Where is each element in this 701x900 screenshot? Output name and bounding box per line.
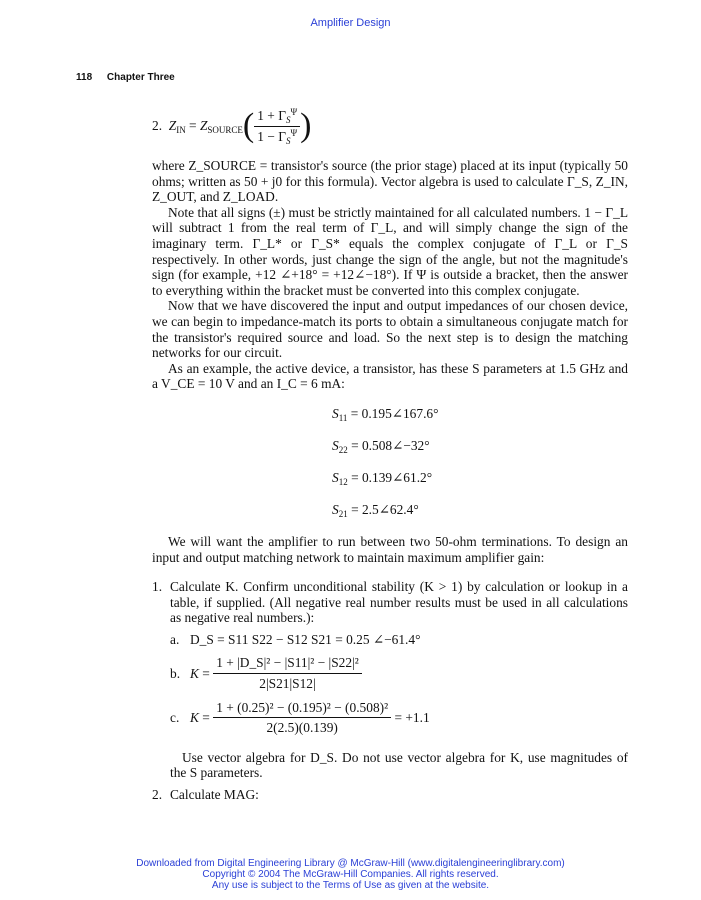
s-parameter-list <box>152 398 628 526</box>
chapter-title: Chapter Three <box>106 72 175 83</box>
page-banner: Amplifier Design <box>310 17 391 29</box>
paragraph-example: As an example, the active device, a transistor, has these S parameters at 1.5 GHz and a V_CE = 10 V and an I_C = 6 mA: <box>152 360 628 392</box>
page-number: 118 <box>76 72 93 83</box>
running-head <box>76 72 187 83</box>
paragraph-impedance-match: Now that we have discovered the input and output impedances of our chosen device, we can begin to impedance-match its ports to obtain a simultaneous conjugate match for the transistor's required source and load. So the next step is to design the matching networks for our circuit. <box>152 298 628 361</box>
step-1a-equation: D_S = S11 S22 − S12 S21 = 0.25 ∠−61.4° <box>190 631 421 647</box>
s-param-s11: $S_{11}$ = 0.195∠167.6° <box>332 405 439 423</box>
s-param-s22: $S_{22}$ = 0.508∠−32° <box>332 437 430 455</box>
footer-download-link[interactable]: Downloaded from Digital Engineering Library @ McGraw-Hill (www.digitalengineeringlibrary.com) <box>136 858 565 869</box>
step-1-text: Calculate K. Confirm unconditional stability (K > 1) by calculation or lookup in a table, if supplied. (All negative real number results must be used in all calculations as negative real numbers.): <box>170 579 628 626</box>
step-1: 1. Calculate K. Confirm unconditional stability (K > 1) by calculation or lookup in a table, if supplied. (All negative real number results must be used in all calculations as negative real numbers.): <box>152 579 628 626</box>
footer-copyright: Copyright © 2004 The McGraw-Hill Companies. All rights reserved. <box>202 869 499 880</box>
step-2-text: Calculate MAG: <box>170 787 259 803</box>
z-in-fraction: $\frac{1 + \Gamma_S^\Psi}{1 - \Gamma_S^\Psi}$ <box>254 108 300 144</box>
paragraph-terminations: We will want the amplifier to run between two 50-ohm terminations. To design an input and output matching network to maintain maximum amplifier gain: <box>152 533 628 565</box>
footer-notice <box>0 858 701 891</box>
equation-z-in: 2. $Z_{IN} = Z_{SOURCE}$ ( $\frac{1 + \Gamma_S^\Psi}{1 - \Gamma_S^\Psi}$ ) <box>152 106 312 146</box>
s-param-s12: $S_{12}$ = 0.139∠61.2° <box>332 469 433 487</box>
step-2: 2. Calculate MAG: <box>152 787 628 803</box>
s-param-s21: $S_{21}$ = 2.5∠62.4° <box>332 501 419 519</box>
paragraph-where-zsource: where Z_SOURCE = transistor's source (the prior stage) placed at its input (typically 50 ohms; written as 50 + j0 for this formula). Vector algebra is used to calculate Γ_S, Z_IN, Z_OUT, and Z_LOAD. <box>152 158 628 205</box>
k-value-fraction: $\frac{\text{1 + (0.25)² − (0.195)² − (0.508)²}}{2(2.5)(0.139)}$ <box>213 700 391 736</box>
step-1c: c. K = $\frac{\text{1 + (0.25)² − (0.195)² − (0.508)²}}{2(2.5)(0.139)}$ = +1.1 <box>170 699 430 736</box>
body-text <box>152 100 628 803</box>
k-result: = +1.1 <box>394 709 430 725</box>
footer-terms[interactable]: Any use is subject to the Terms of Use as given at the website. <box>211 880 490 891</box>
equation-number: 2. <box>152 118 163 134</box>
step-1-note: Use vector algebra for D_S. Do not use vector algebra for K, use magnitudes of the S parameters. <box>170 749 628 781</box>
step-1a: a. D_S = S11 S22 − S12 S21 = 0.25 ∠−61.4° <box>170 631 421 647</box>
step-1b: b. K = $\frac{\text{1 + |D\_S|² − |S11|² − |S22|²}}{2|S21|S12|}$ <box>170 655 628 691</box>
paragraph-signs: Note that all signs (±) must be strictly maintained for all calculated numbers. 1 − Γ_L will subtract 1 from the real term of Γ_L, and will simply change the sign of the imaginary term. Γ_L* or Γ_S* equals the complex conjugate of Γ_L or Γ_S respectively. In other words, just change the sign of the angle, but not the magnitude's sign (for example, +12 ∠+18° = +12∠−18°). If Ψ is outside a bracket, then the answer to everything within the bracket must be converted into this complex conjugate. <box>152 204 628 298</box>
k-formula-fraction: $\frac{\text{1 + |D\_S|² − |S11|² − |S22|²}}{2|S21|S12|}$ <box>213 655 362 691</box>
